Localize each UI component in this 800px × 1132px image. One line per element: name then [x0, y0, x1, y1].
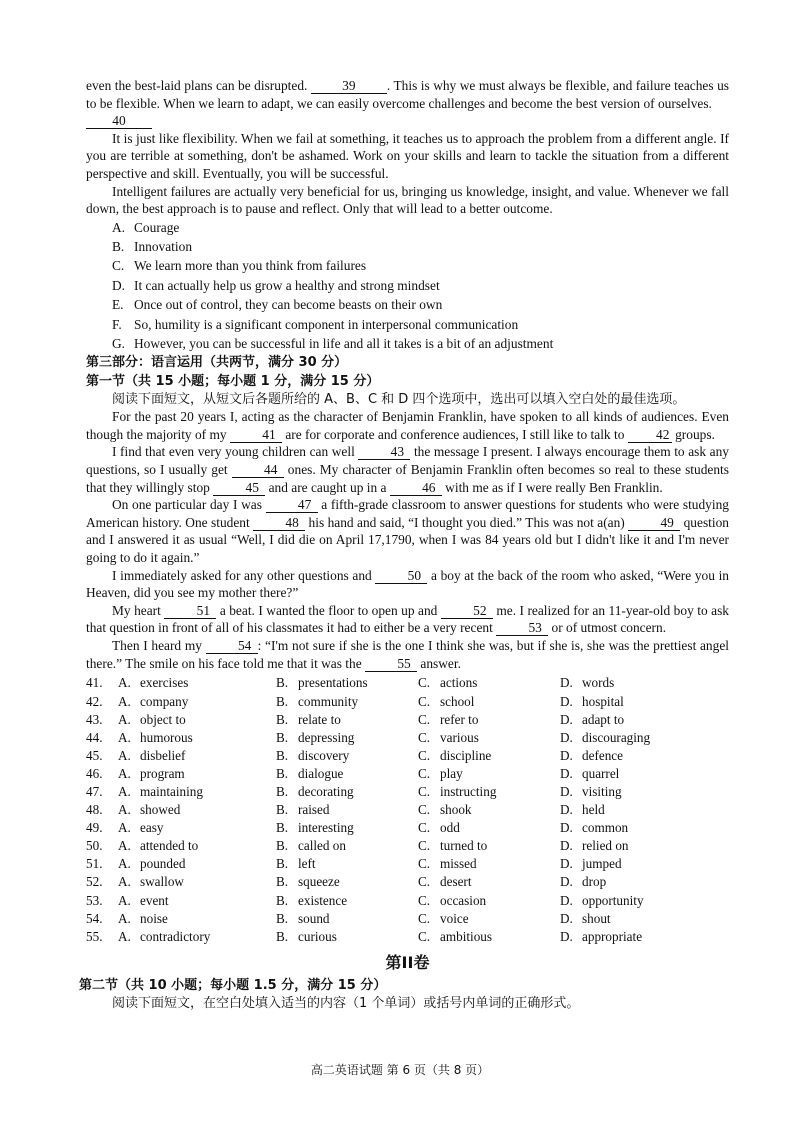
volume-2-title: 第II卷: [385, 952, 430, 972]
option-row: D. It can actually help us grow a healthy and strong mindset: [112, 277, 440, 293]
section1-instruction: 阅读下面短文，从短文后各题所给的 A、B、C 和 D 四个选项中，选出可以填入空白处的最佳选项。: [112, 391, 686, 407]
cloze-paragraph: I immediately asked for any other questions and 50 a boy at the back of the room who asked, “Were you in Heaven, did you see my mother there?”: [86, 567, 729, 601]
question-row: 44. A. humorous B. depressing C. various D. discouraging: [86, 729, 651, 745]
question-row: 55. A. contradictory B. curious C. ambitious D. appropriate: [86, 928, 643, 944]
question-row: 49. A. easy B. interesting C. odd D. common: [86, 820, 629, 836]
blank-47: 47: [266, 498, 318, 513]
question-row: 46. A. program B. dialogue C. play D. quarrel: [86, 765, 620, 781]
blank-49: 49: [628, 516, 680, 531]
part3-heading: 第三部分：语言运用（共两节，满分 30 分）: [86, 355, 348, 371]
question-row: 42. A. company B. community C. school D. hospital: [86, 693, 624, 709]
option-row: F. So, humility is a significant component in interpersonal communication: [112, 316, 519, 332]
blank-46: 46: [390, 481, 442, 496]
blank-44: 44: [232, 463, 284, 478]
blank-52: 52: [441, 604, 493, 619]
blank-51: 51: [164, 604, 216, 619]
blank-53: 53: [496, 621, 548, 636]
question-row: 41. A. exercises B. presentations C. actions D. words: [86, 675, 615, 691]
question-row: 47. A. maintaining B. decorating C. instructing D. visiting: [86, 783, 622, 799]
section2-heading: 第二节（共 10 小题；每小题 1.5 分，满分 15 分）: [79, 978, 387, 994]
cloze-paragraph: I find that even very young children can well 43 the message I present. I always encourage them to ask any questions, so I usually get 44 ones. My character of Benjamin Franklin often becomes so real to these students that they willingly stop 45 and are caught up in a 46 with me as if I were really Ben Franklin.: [86, 444, 729, 495]
question-row: 50. A. attended to B. called on C. turned to D. relied on: [86, 838, 629, 854]
cloze-paragraph: On one particular day I was 47 a fifth-grade classroom to answer questions for students who were studying American history. One student 48 his hand and said, “I thought you died.” This was not a(an) 49 question and I answered it as usual “Well, I did die on April 17,1790, when I was 84 years old but I didn't like it and I'm never going to do it again.”: [86, 497, 729, 566]
question-row: 54. A. noise B. sound C. voice D. shout: [86, 910, 611, 926]
question-row: 53. A. event B. existence C. occasion D. opportunity: [86, 892, 644, 908]
option-row: C. We learn more than you think from failures: [112, 258, 367, 274]
option-row: E. Once out of control, they can become beasts on their own: [112, 297, 443, 313]
passage-paragraph: It is just like flexibility. When we fail at something, it teaches us to approach the problem from a different angle. If you are terrible at something, don't be ashamed. Work on your skills and learn to tackle the situation from a different perspective and skill. Eventually, you will be successful.: [86, 130, 729, 181]
question-options-grid: [86, 674, 729, 945]
question-row: 52. A. swallow B. squeeze C. desert D. drop: [86, 874, 607, 890]
blank-55: 55: [365, 657, 417, 672]
blank-43: 43: [358, 445, 410, 460]
question-row: 45. A. disbelief B. discovery C. discipline D. defence: [86, 747, 623, 763]
cloze-paragraph: Then I heard my 54 : “I'm not sure if she is the one I think she was, but if she is, she was the prettiest angel there.” The smile on his face told me that it was the 55 answer.: [86, 637, 729, 671]
blank-42: 42: [628, 428, 672, 443]
blank-41: 41: [230, 428, 282, 443]
blank-48: 48: [253, 516, 305, 531]
blank-50: 50: [375, 569, 427, 584]
page-content: [79, 77, 729, 1012]
blank-54: 54: [206, 639, 258, 654]
question-row: 43. A. object to B. relate to C. refer to D. adapt to: [86, 711, 625, 727]
passage-paragraph: [86, 112, 729, 130]
passage-paragraph: Intelligent failures are actually very beneficial for us, bringing us knowledge, insight, and value. Whenever we fall down, the best approach is to pause and reflect. Only that will lead to a better outcome.: [86, 183, 729, 217]
section1-heading: 第一节（共 15 小题；每小题 1 分，满分 15 分）: [86, 374, 380, 390]
blank-40: 40: [86, 114, 152, 129]
option-row: G. However, you can be successful in life and all it takes is a bit of an adjustment: [112, 335, 554, 351]
passage-paragraph: even the best-laid plans can be disrupted. 39 . This is why we must always be flexible, and failure teaches us to be flexible. When we learn to adapt, we can easily overcome challenges and become the best version of ourselves.: [86, 78, 729, 111]
cloze-paragraph: For the past 20 years I, acting as the character of Benjamin Franklin, have spoken to all kinds of audiences. Even though the majority of my 41 are for corporate and conference audiences, I still like to talk to 42 groups.: [86, 409, 729, 442]
question-row: 51. A. pounded B. left C. missed D. jumped: [86, 856, 622, 872]
section2-instruction: 阅读下面短文，在空白处填入适当的内容（1 个单词）或括号内单词的正确形式。: [112, 995, 580, 1011]
option-row: A. Courage: [112, 219, 180, 235]
options-a-g: [112, 218, 729, 354]
cloze-paragraph: My heart 51 a beat. I wanted the floor to open up and 52 me. I realized for an 11-year-old boy to ask that question in front of all of his classmates it had to either be a very recent 53 or of utmost concern.: [86, 602, 729, 636]
blank-39: 39: [311, 79, 387, 94]
blank-45: 45: [213, 481, 265, 496]
page-footer: 高二英语试题 第 6 页（共 8 页）: [310, 1063, 490, 1077]
option-row: B. Innovation: [112, 239, 193, 255]
question-row: 48. A. showed B. raised C. shook D. held: [86, 802, 605, 818]
